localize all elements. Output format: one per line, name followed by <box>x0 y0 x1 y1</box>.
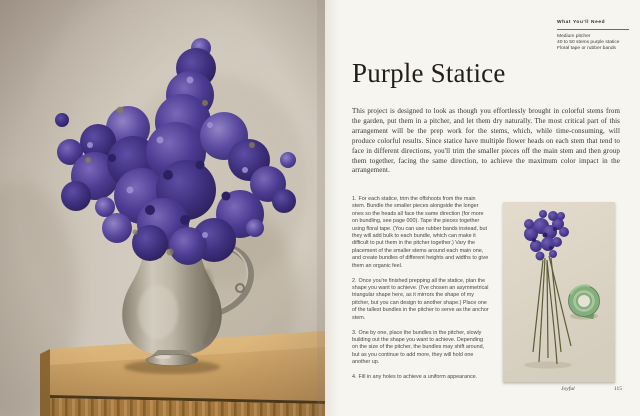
instruction-steps <box>352 196 490 389</box>
materials-list <box>557 34 623 51</box>
right-page <box>325 0 640 416</box>
step-number: 4. <box>352 374 357 381</box>
materials-sidebar <box>557 20 629 51</box>
step-number: 1. <box>352 196 357 202</box>
step-4 <box>352 374 490 381</box>
page-number: 115 <box>614 386 622 392</box>
step-1 <box>352 196 490 270</box>
gutter-shade <box>317 0 325 416</box>
materials-heading: What You'll Need <box>557 20 629 30</box>
materials-photo-illustration <box>503 202 615 382</box>
chapter-name: Joyful <box>561 386 575 392</box>
step-text: For each statice, trim the offshoots from the main stem. Bundle the smaller pieces alongside the longer ones so the heads all face the same direction (for more on bundling, see page 000). Tape the pieces together using floral tape. (You can use rubber bands instead, but they will add bulk to each bundle, which can make it difficult to put them in the pitcher together.) Vary the placement of the smaller stems around each main one, and create bundles of different heights and widths to give them an organic feel. <box>352 196 489 269</box>
step-text: One by one, place the bundles in the pitcher, slowly building out the shape you want to achieve. Depending on the size of the pitcher, the bundles may shift around, but as you continue to add more, they will hold one another up. <box>352 329 485 366</box>
step-number: 2. <box>352 277 357 284</box>
intro-paragraph: This project is designed to look as though you effortlessly brought in colorful stems from the garden, put them in a pitcher, and let them dry naturally. The most critical part of this arrangement will be the prep work for the stems, which, while time-consuming, will produce colorful results. Since statice have multiple flower heads on each stem that tend to face in different directions, you'll trim the smaller pieces off the main stem and then group them together, facing the same direction, to achieve the maximum color impact in the arrangement. <box>352 107 620 175</box>
step-text: Once you're finished prepping all the statice, plan the shape you want to achieve. (I've chosen an asymmetrical triangular shape here, as it mirrors the shape of my pitcher, but you can design to another shape.) Place one of the tallest bundles in the pitcher to serve as the anchor stem. <box>352 277 489 321</box>
page-footer <box>325 386 640 398</box>
materials-photo <box>503 202 615 382</box>
step-number: 3. <box>352 329 357 336</box>
step-text: Fill in any holes to achieve a uniform appearance. <box>358 374 478 381</box>
materials-item: Floral tape or rubber bands <box>557 45 616 51</box>
materials-item: Medium pitcher <box>557 34 591 39</box>
step-3 <box>352 330 490 367</box>
materials-item: 40 to 50 stems purple statice <box>557 39 620 45</box>
page-title: Purple Statice <box>352 58 506 88</box>
step-2 <box>352 278 490 322</box>
